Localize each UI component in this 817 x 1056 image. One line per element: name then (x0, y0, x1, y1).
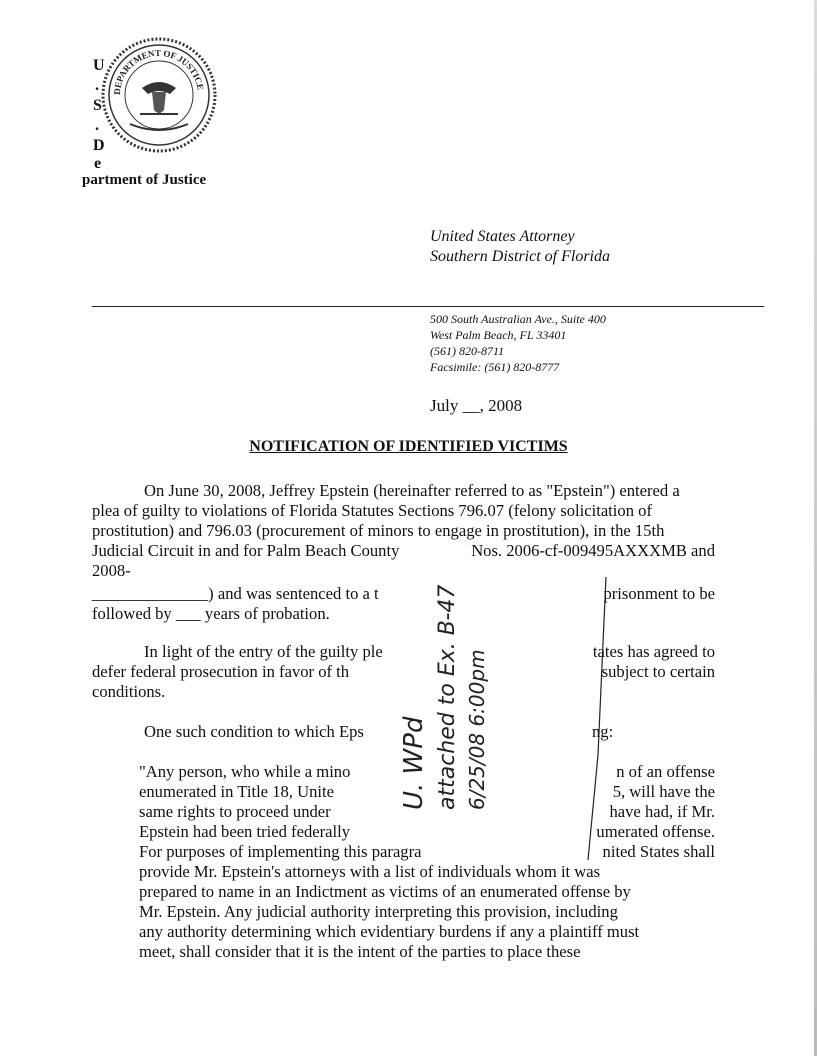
quote-line-10: meet, shall consider that it is the intent of the parties to place these (139, 942, 581, 961)
para3-right: ng: (592, 722, 614, 741)
phone: (561) 820-8711 (430, 344, 505, 358)
para1-line-4: Judicial Circuit in and for Palm Beach County (92, 541, 400, 560)
document-title: NOTIFICATION OF IDENTIFIED VICTIMS (249, 438, 568, 455)
svg-text:DEPARTMENT OF JUSTICE: DEPARTMENT OF JUSTICE (111, 47, 206, 96)
para1-imprisonment: prisonment to be (603, 584, 715, 603)
para1-line-6: ______________) and was sentenced to a t (92, 584, 379, 603)
letterhead-letter-s: S (93, 97, 102, 114)
para1-case-numbers: Nos. 2006-cf-009495AXXXMB and (471, 541, 715, 560)
address-line-2: West Palm Beach, FL 33401 (430, 328, 567, 342)
para1-line-5: 2008- (92, 561, 131, 580)
quote-right-2: 5, will have the (612, 782, 715, 801)
svg-text:attached to Ex. B-47: attached to Ex. B-47 (435, 584, 460, 810)
letterhead-letter-u: U (93, 57, 105, 74)
letterhead-dot-1: . (95, 77, 99, 94)
para2-line-3: conditions. (92, 682, 166, 701)
para2-right-2: subject to certain (601, 662, 715, 681)
quote-right-4: umerated offense. (596, 822, 715, 841)
para1-line-1: On June 30, 2008, Jeffrey Epstein (hereinafter referred to as "Epstein") entered a (144, 481, 680, 500)
doj-seal (100, 36, 218, 154)
office-district: Southern District of Florida (430, 248, 610, 265)
svg-text:U. WPd: U. WPd (399, 716, 429, 810)
quote-right-1: n of an offense (616, 762, 715, 781)
letterhead-rule (92, 306, 764, 307)
quote-right-3: have had, if Mr. (609, 802, 715, 821)
quote-line-3: same rights to proceed under (139, 802, 331, 821)
quote-line-7: prepared to name in an Indictment as victims of an enumerated offense by (139, 882, 631, 901)
office-title: United States Attorney (430, 228, 575, 245)
para1-line-2: plea of guilty to violations of Florida Statutes Sections 796.07 (felony solicitation of (92, 501, 652, 520)
quote-right-5: nited States shall (602, 842, 715, 861)
svg-text:6/25/08 6:00pm: 6/25/08 6:00pm (465, 649, 489, 810)
quote-line-8: Mr. Epstein. Any judicial authority interpreting this provision, including (139, 902, 618, 921)
letterhead-dot-2: . (95, 117, 99, 134)
para3-line-1: One such condition to which Eps (144, 722, 364, 741)
pen-margin-line (580, 575, 610, 865)
para2-line-1: In light of the entry of the guilty ple (144, 642, 383, 661)
department-name: partment of Justice (82, 172, 207, 188)
para2-line-2: defer federal prosecution in favor of th (92, 662, 350, 681)
para2-right-1: tates has agreed to (592, 642, 715, 661)
facsimile: Facsimile: (561) 820-8777 (430, 360, 560, 374)
quote-line-6: provide Mr. Epstein's attorneys with a list of individuals whom it was (139, 862, 601, 881)
address-line-1: 500 South Australian Ave., Suite 400 (430, 312, 606, 326)
quote-line-4: Epstein had been tried federally (139, 822, 351, 841)
para1-line-7: followed by ___ years of probation. (92, 604, 330, 623)
quote-line-9: any authority determining which evidentiary burdens if any a plaintiff must (139, 922, 640, 941)
handwritten-annotation (395, 555, 505, 825)
para1-line-3: prostitution) and 796.03 (procurement of minors to engage in prostitution), in the 15th (92, 521, 665, 540)
letterhead-letter-e: e (94, 155, 102, 172)
quote-line-1: "Any person, who while a mino (139, 762, 351, 781)
quote-line-2: enumerated in Title 18, Unite (139, 782, 334, 801)
letterhead-letter-d: D (93, 137, 105, 154)
letter-date: July __, 2008 (430, 396, 523, 415)
quote-line-5: For purposes of implementing this paragra (139, 842, 422, 861)
